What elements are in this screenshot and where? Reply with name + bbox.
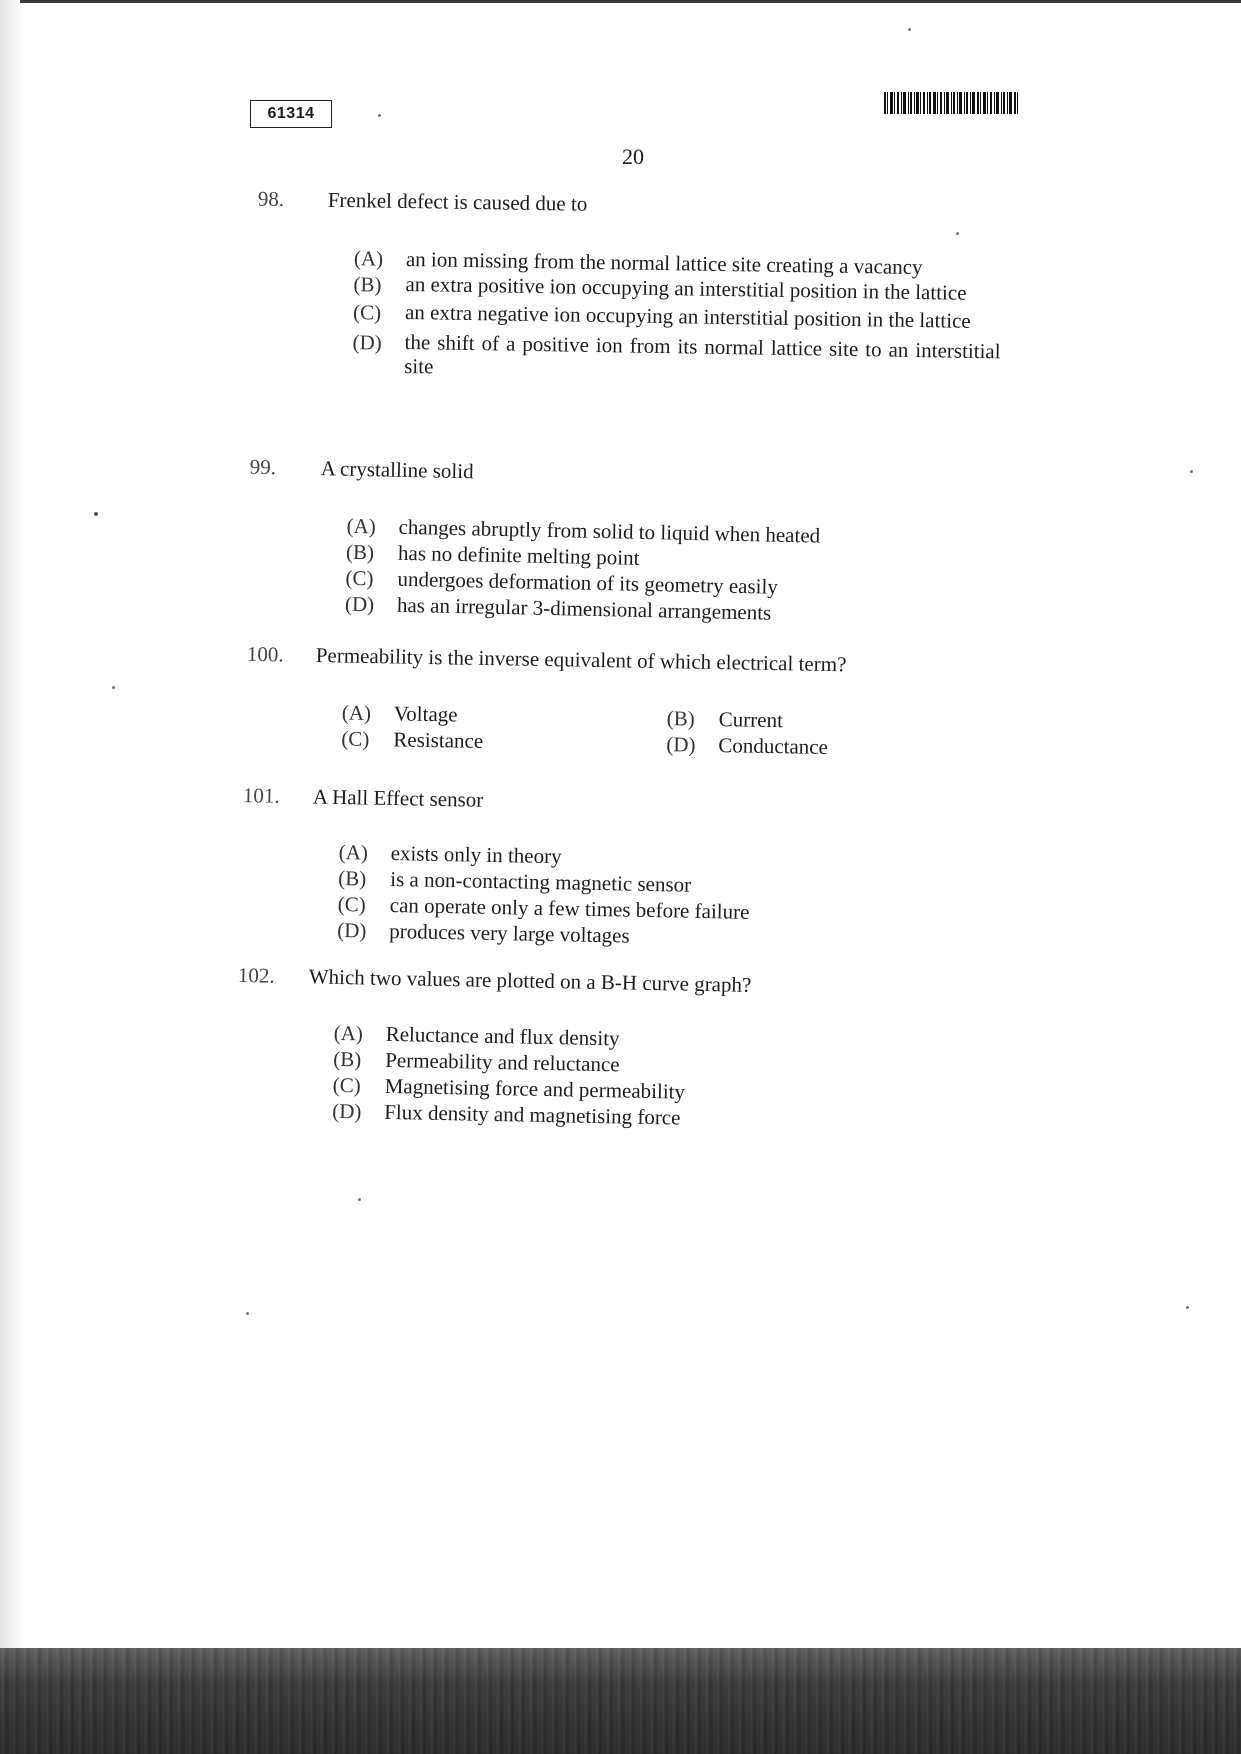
- option-text: can operate only a few times before failure: [389, 892, 750, 924]
- scan-speck: [358, 1198, 361, 1201]
- question-number: 101.: [242, 783, 280, 808]
- option-text: changes abruptly from solid to liquid when heated: [398, 514, 821, 548]
- option-text: Conductance: [718, 733, 829, 759]
- question-text: A crystalline solid: [320, 456, 474, 484]
- options-list: [332, 1020, 934, 1135]
- option-text: Flux density and magnetising force: [384, 1099, 681, 1130]
- option-label: (D): [337, 917, 367, 943]
- question-98: [0, 183, 1241, 379]
- option-label: (A): [341, 700, 372, 726]
- option-label: (A): [346, 513, 377, 539]
- option-text: Current: [718, 707, 784, 733]
- page-number: 20: [622, 144, 644, 169]
- option-text: the shift of a positive ion from its normal lattice site to an interstitial site: [404, 329, 1001, 379]
- question-text: Which two values are plotted on a B-H curve graph?: [308, 964, 752, 997]
- option-text: Permeability and reluctance: [385, 1047, 620, 1077]
- option-label: (C): [345, 565, 374, 591]
- option-label: (D): [332, 1098, 362, 1124]
- options-list: [352, 245, 1002, 387]
- option-text: an ion missing from the normal lattice site creating a vacancy: [405, 246, 923, 280]
- scan-speck: [246, 1312, 249, 1315]
- option-text: Magnetising force and permeability: [384, 1073, 686, 1104]
- option-d: [666, 731, 896, 761]
- options-list: [337, 839, 939, 954]
- option-text: has an irregular 3-dimensional arrangements: [396, 592, 772, 625]
- option-d: [352, 329, 1001, 387]
- question-number: 98.: [257, 186, 285, 212]
- scan-speck: [908, 28, 911, 31]
- option-label: (B): [666, 706, 695, 731]
- option-label: (C): [337, 891, 366, 917]
- scan-speck: [1186, 1306, 1189, 1309]
- option-text: an extra positive ion occupying an interstitial position in the lattice: [405, 271, 967, 305]
- option-label: (A): [338, 839, 369, 865]
- option-label: (A): [353, 246, 384, 271]
- options-list: [345, 513, 947, 630]
- paper-code-box: 61314: [250, 100, 332, 128]
- option-text: produces very large voltages: [389, 918, 630, 948]
- scan-speck: [112, 686, 115, 689]
- scan-speck: [956, 232, 959, 235]
- question-102: [0, 958, 1241, 1130]
- option-label: (D): [352, 330, 382, 355]
- scan-speck: [378, 114, 381, 117]
- option-label: (B): [338, 865, 367, 891]
- question-101: [0, 778, 1241, 948]
- question-number: 102.: [237, 963, 275, 988]
- scan-left-shadow: [0, 0, 22, 1648]
- option-label: (B): [345, 539, 375, 565]
- option-text: an extra negative ion occupying an interstitial position in the lattice: [404, 299, 971, 333]
- option-label: (D): [344, 591, 375, 617]
- question-text: A Hall Effect sensor: [312, 784, 484, 812]
- question-number: 100.: [246, 641, 284, 667]
- options-list: [341, 700, 902, 759]
- question-100: [0, 638, 1241, 759]
- question-number: 99.: [249, 454, 277, 480]
- option-b: [667, 705, 897, 735]
- scan-speck: [1190, 470, 1193, 473]
- option-text: undergoes deformation of its geometry easily: [397, 566, 779, 599]
- option-text: exists only in theory: [390, 840, 562, 869]
- option-label: (A): [333, 1020, 364, 1046]
- question-text: Permeability is the inverse equivalent of which electrical term?: [315, 643, 847, 677]
- option-label: (B): [333, 1046, 362, 1072]
- option-text: Voltage: [393, 701, 458, 727]
- option-text: has no definite melting point: [397, 540, 640, 570]
- option-label: (C): [341, 726, 370, 751]
- option-text: Reluctance and flux density: [385, 1021, 620, 1051]
- option-label: (D): [666, 732, 696, 757]
- barcode-image: [884, 92, 1018, 114]
- option-c: [341, 726, 621, 757]
- scan-streaks: [0, 1648, 1241, 1754]
- option-label: (B): [353, 272, 382, 297]
- question-text: Frenkel defect is caused due to: [327, 187, 588, 216]
- option-text: Resistance: [393, 727, 484, 753]
- option-label: (C): [332, 1072, 361, 1098]
- option-text: is a non-contacting magnetic sensor: [390, 866, 692, 897]
- scan-speck: [94, 512, 98, 516]
- scan-top-edge: [20, 0, 1241, 3]
- option-label: (C): [352, 300, 382, 325]
- question-99: [0, 449, 1241, 625]
